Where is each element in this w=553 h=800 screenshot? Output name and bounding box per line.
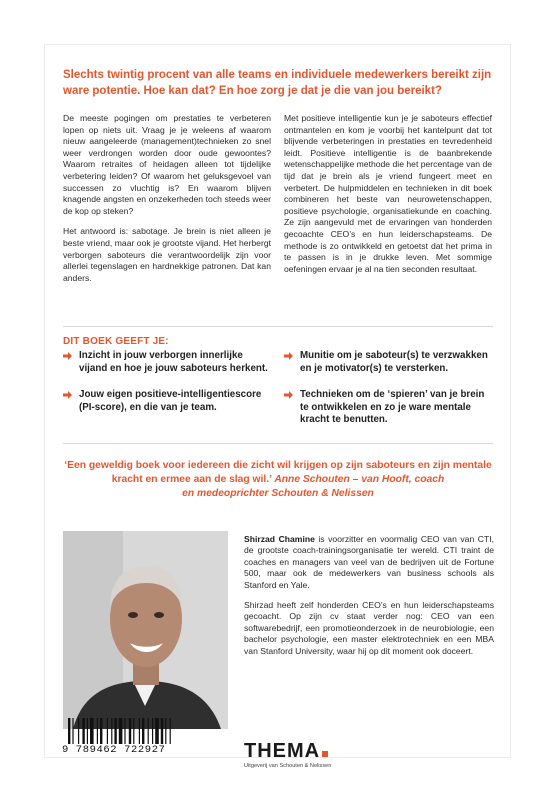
barcode-bar — [100, 718, 102, 744]
arrow-icon — [63, 391, 72, 399]
arrow-icon — [284, 391, 293, 399]
barcode-bar — [111, 718, 112, 744]
barcode-bar — [155, 718, 159, 744]
barcode-bar — [170, 718, 171, 744]
divider — [63, 326, 493, 327]
benefit-text: Munitie om je saboteur(s) te verzwakken en je motivator(s) te versterken. — [300, 350, 488, 374]
barcode-bar — [107, 718, 108, 744]
body-paragraph: Het antwoord is: sabotage. Je brein is niet alleen je beste vriend, maar ook je grootste vijand. Het herbergt verborgen saboteurs die verantwoordelijk zijn voor allerlei tegenslagen en hardnekkige patronen. Dat kan anders. — [63, 226, 271, 283]
publisher-tagline: Uitgeverij van Schouten & Nelissen — [244, 763, 332, 769]
benefit-item — [284, 389, 494, 427]
benefit-text: Jouw eigen positieve-intelligentiescore (PI-score), en die van je team. — [79, 389, 262, 413]
endorsement-quote — [63, 459, 493, 500]
quote-text: ‘Een geweldig boek voor iedereen die zicht wil krijgen op zijn saboteurs en zijn mentale kracht en ermee aan de slag wil.’ — [64, 460, 492, 485]
quote-attribution: en medeoprichter Schouten & Nelissen — [182, 487, 374, 499]
arrow-icon — [284, 352, 293, 360]
intro-headline: Slechts twintig procent van alle teams en individuele medewerkers bereikt zijn ware potentie. Hoe kan dat? En hoe zorg je dat je die van jou bereikt? — [63, 69, 492, 97]
publisher-logo-text: THEMA — [244, 740, 321, 762]
barcode-bar — [82, 718, 84, 744]
barcode-bar — [114, 718, 116, 744]
benefit-text: Technieken om de ‘spieren’ van je brein te ontwikkelen en zo je ware mentale kracht te benutten. — [300, 389, 485, 426]
barcode-bar — [97, 718, 98, 744]
barcode-bars — [62, 718, 192, 744]
benefits-title: DIT BOEK GEEFT JE: — [63, 336, 169, 347]
barcode-bar — [129, 718, 131, 744]
barcode-bar — [142, 718, 144, 744]
benefit-text: Inzicht in jouw verborgen innerlijke vijand en hoe je jouw saboteurs herkent. — [79, 350, 268, 374]
benefit-item — [63, 350, 273, 375]
bio-text: is voorzitter en voormalig CEO van van CTI, de grootste coach-trainingsorganisatie ter wereld. CTI traint de coaches en managers van veel van de bedrijven uit de Fortune 500, maar ook de medewerkers van business schools als Stanford en Yale. — [244, 534, 494, 590]
barcode-bar — [152, 718, 153, 744]
benefit-item — [284, 350, 494, 375]
barcode-bar — [90, 718, 94, 744]
author-portrait-image — [63, 531, 228, 729]
benefit-item — [63, 389, 273, 414]
barcode-bar — [72, 718, 73, 744]
barcode-bar — [87, 718, 88, 744]
author-photo — [63, 531, 228, 729]
barcode-bar — [165, 718, 166, 744]
publisher-logo — [244, 741, 364, 769]
isbn-barcode — [62, 718, 192, 756]
quote-attribution: Anne Schouten – van Hooft, coach — [274, 473, 445, 485]
bio-paragraph: Shirzad heeft zelf honderden CEO’s en hun leiderschapsteams gecoacht. Op zijn cv staat verder nog: CEO van een softwarebedrijf, een promotieonderzoek in de neurobiologie, een bachelor psychologie, een master elektrotechniek en een MBA van Stanford University, waar hij op dit moment ook doceert. — [244, 600, 494, 656]
barcode-bar — [124, 718, 125, 744]
barcode-bar — [119, 718, 123, 744]
body-paragraph: De meeste pogingen om prestaties te verbeteren lopen op niets uit. Vraag je je weleens af waarom nieuw aangeleerde (management)technieken zo snel weer verdrongen worden door oude gewoontes? Waarom retraites of heidagen alleen tot tijdelijke verbetering leiden? Of waarom het geluksgevoel van successen zo vluchtig is? En waarom blijven knagende angsten en onzekerheden toch steeds weer de kop op steken? — [63, 113, 271, 216]
arrow-icon — [63, 352, 72, 360]
barcode-bar — [139, 718, 140, 744]
body-paragraph: Met positieve intelligentie kun je je saboteurs effectief ontmantelen en kom je voorbij het kantelpunt dat tot blijvende verbeteringen in prestaties en tevredenheid leidt. Positieve intelligentie is de baanbrekende wetenschappelijke methode die het percentage van de tijd dat je brein als je vriend fungeert meet en verbetert. De hulpmiddelen en technieken in dit boek combineren het beste van neurowetenschappen, positieve psychologie, organisatiekunde en coaching. Ze zijn aangevuld met de ervaringen van honderden gecoachte CEO’s en hun leiderschapsteams. De methode is zo ontwikkeld en getoetst dat het prima in te passen is in je drukke leven. Met sommige oefeningen ervaar je al na tien seconden resultaat. — [284, 113, 492, 274]
bio-paragraph — [244, 534, 494, 591]
barcode-bar — [148, 718, 149, 744]
body-column-right — [284, 113, 492, 284]
author-name: Shirzad Chamine — [244, 534, 315, 544]
barcode-bar — [133, 718, 134, 744]
barcode-bar — [68, 718, 70, 744]
divider — [63, 443, 493, 444]
barcode-bar — [78, 718, 79, 744]
isbn-digits: 9 789462 722927 — [62, 744, 166, 756]
logo-dot — [322, 751, 328, 757]
author-bio — [244, 534, 494, 666]
body-column-left — [63, 113, 271, 293]
barcode-bar — [161, 718, 163, 744]
